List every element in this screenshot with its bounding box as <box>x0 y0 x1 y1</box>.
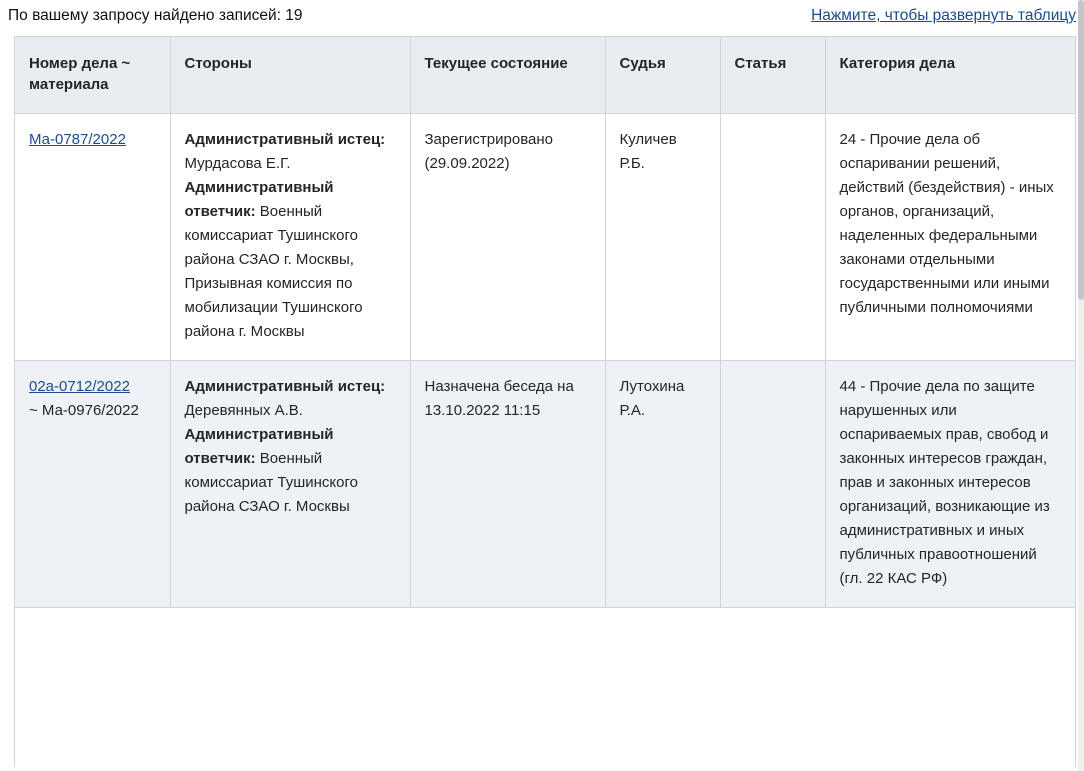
cases-table-container <box>14 36 1076 767</box>
plaintiff-label: Административный истец: <box>184 378 386 395</box>
cell-parties <box>170 114 410 361</box>
column-header-case-number[interactable]: Номер дела ~ материала <box>15 37 170 114</box>
cell-category: 24 - Прочие дела об оспаривании решений, действий (бездействия) - иных органов, организаций, наделенных федеральными законами отдельными государственными или иными публичными полномочиями <box>825 114 1075 361</box>
cell-case-number <box>15 114 170 361</box>
table-body <box>15 114 1075 608</box>
column-header-category[interactable]: Категория дела <box>825 37 1075 114</box>
results-toolbar <box>0 0 1084 30</box>
column-header-article[interactable]: Статья <box>720 37 825 114</box>
cell-judge: Лутохина Р.А. <box>605 361 720 608</box>
case-number-link[interactable]: Ма-0787/2022 <box>29 131 126 148</box>
column-header-parties[interactable]: Стороны <box>170 37 410 114</box>
results-count-text: По вашему запросу найдено записей: 19 <box>8 7 303 24</box>
expand-table-link[interactable]: Нажмите, чтобы развернуть таблицу <box>811 7 1076 24</box>
cases-table <box>15 37 1075 608</box>
cell-article <box>720 114 825 361</box>
defendant-name: Военный комиссариат Тушинского района СЗАО г. Москвы <box>184 450 358 515</box>
table-row <box>15 361 1075 608</box>
cell-case-number <box>15 361 170 608</box>
plaintiff-name: Деревянных А.В. <box>184 402 303 419</box>
cell-current-state: Зарегистрировано (29.09.2022) <box>410 114 605 361</box>
table-header <box>15 37 1075 114</box>
table-header-row <box>15 37 1075 114</box>
cell-category: 44 - Прочие дела по защите нарушенных или оспариваемых прав, свобод и законных интересов граждан, прав и законных интересов организаций, возникающие из административных и иных публичных правоотношений (гл. 22 КАС РФ) <box>825 361 1075 608</box>
page-scrollbar-track[interactable] <box>1078 0 1084 771</box>
case-number-link[interactable]: 02а-0712/2022 <box>29 378 130 395</box>
table-row <box>15 114 1075 361</box>
defendant-label: Административный ответчик: <box>184 179 334 220</box>
plaintiff-name: Мурдасова Е.Г. <box>184 155 291 172</box>
page-scrollbar-thumb[interactable] <box>1078 0 1084 300</box>
defendant-name: Военный комиссариат Тушинского района СЗАО г. Москвы, Призывная комиссия по мобилизации Тушинского района г. Москвы <box>184 203 363 340</box>
case-number-extra: ~ Ма-0976/2022 <box>29 402 139 419</box>
column-header-current-state[interactable]: Текущее состояние <box>410 37 605 114</box>
plaintiff-label: Административный истец: <box>184 131 386 148</box>
defendant-label: Административный ответчик: <box>184 426 334 467</box>
cell-current-state: Назначена беседа на 13.10.2022 11:15 <box>410 361 605 608</box>
column-header-judge[interactable]: Судья <box>605 37 720 114</box>
cell-judge: Куличев Р.Б. <box>605 114 720 361</box>
cell-article <box>720 361 825 608</box>
cell-parties <box>170 361 410 608</box>
